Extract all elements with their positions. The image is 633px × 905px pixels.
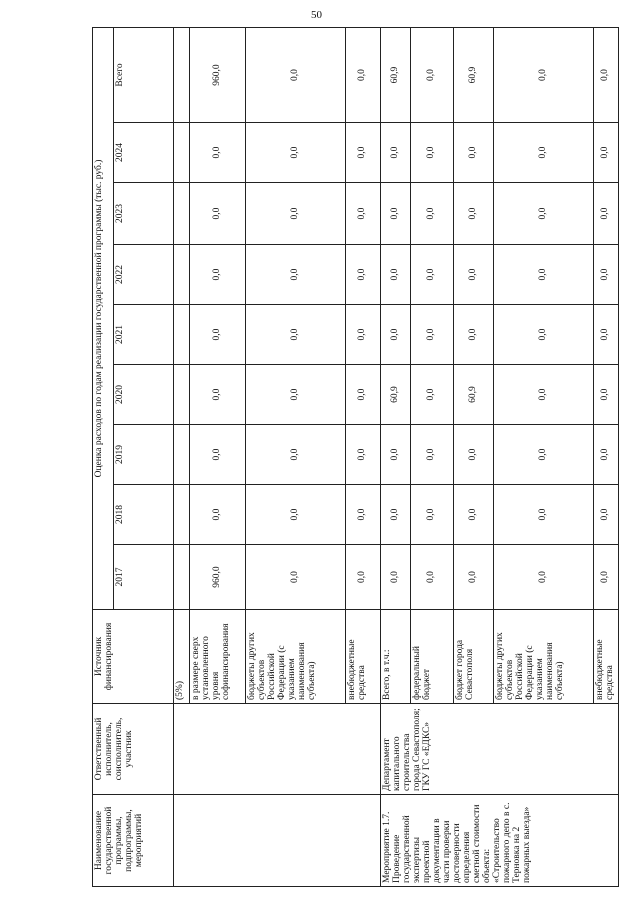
row-source: Всего, в т.ч.: xyxy=(381,610,411,704)
table-cell: 0,0 xyxy=(246,485,346,545)
header-executor: Ответственный исполнитель, соисполнитель, участник xyxy=(93,704,174,795)
table-cell xyxy=(174,27,190,122)
table-cell: 0,0 xyxy=(346,123,381,183)
table-cell: 0,0 xyxy=(346,245,381,305)
table-cell: 0,0 xyxy=(246,365,346,425)
table-cell: 0,0 xyxy=(346,305,381,365)
row-source: бюджеты других субъектов Российской Федерации (с указанием наименования субъекта) xyxy=(494,610,594,704)
table-cell: 60,9 xyxy=(381,365,411,425)
table-cell: 0,0 xyxy=(381,183,411,245)
table-cell: 0,0 xyxy=(594,305,619,365)
table-cell: 0,0 xyxy=(494,305,594,365)
table-cell: 60,9 xyxy=(454,365,494,425)
header-year-2018: 2018 xyxy=(114,485,174,545)
table-cell: 0,0 xyxy=(411,245,454,305)
table-cell: 0,0 xyxy=(494,545,594,610)
table-cell: 0,0 xyxy=(190,485,246,545)
table-cell: 0,0 xyxy=(494,425,594,485)
table-cell xyxy=(174,545,190,610)
table-cell: 0,0 xyxy=(381,245,411,305)
table-cell: 0,0 xyxy=(411,183,454,245)
table-cell: 960,0 xyxy=(190,27,246,122)
table-cell: 0,0 xyxy=(246,245,346,305)
table-cell: 0,0 xyxy=(346,27,381,122)
table-cell: 0,0 xyxy=(190,305,246,365)
table-cell xyxy=(174,305,190,365)
rotated-table-container xyxy=(92,28,615,887)
header-year-2023: 2023 xyxy=(114,183,174,245)
table-cell: 0,0 xyxy=(346,485,381,545)
table-cell: 0,0 xyxy=(454,545,494,610)
table-cell: 0,0 xyxy=(594,425,619,485)
table-cell xyxy=(174,123,190,183)
table-cell xyxy=(174,485,190,545)
table-cell: 0,0 xyxy=(346,183,381,245)
table-cell: 0,0 xyxy=(346,365,381,425)
table-cell: 0,0 xyxy=(494,365,594,425)
measure-1-7-executor: Департамент капитального строительства города Севастополя; ГКУ ГС «ЕДКС» xyxy=(381,704,619,795)
table-cell: 0,0 xyxy=(411,485,454,545)
table-cell: 0,0 xyxy=(190,365,246,425)
header-year-2021: 2021 xyxy=(114,305,174,365)
table-cell xyxy=(174,365,190,425)
table-cell: 0,0 xyxy=(246,27,346,122)
header-estimate: Оценка расходов по годам реализации государственной программы (тыс. руб.) xyxy=(93,27,114,609)
header-year-2017: 2017 xyxy=(114,545,174,610)
table-cell: 0,0 xyxy=(381,305,411,365)
table-cell: 0,0 xyxy=(594,245,619,305)
table-cell: 0,0 xyxy=(246,305,346,365)
measure-1-7-name: Мероприятие 1.7. Проведение государственной экспертизы проектной документации в части проверки достоверности определения сметной стоимости объекта: «Строительство пожарного депо в с. Терновка на 2 пожарных выезда» xyxy=(381,795,619,887)
table-cell: 0,0 xyxy=(594,545,619,610)
table-cell: 60,9 xyxy=(381,27,411,122)
table-cell: 0,0 xyxy=(381,425,411,485)
table-cell xyxy=(174,425,190,485)
header-source: Источник финансирования xyxy=(93,610,174,704)
header-total: Всего xyxy=(114,27,174,122)
table-cell: 0,0 xyxy=(454,123,494,183)
table-cell: 0,0 xyxy=(411,425,454,485)
row-executor-continued xyxy=(174,704,381,795)
table-cell: 0,0 xyxy=(494,183,594,245)
row-name-continued xyxy=(174,795,381,887)
table-cell: 0,0 xyxy=(246,183,346,245)
table-cell: 0,0 xyxy=(454,183,494,245)
table-cell: 0,0 xyxy=(190,123,246,183)
table-cell: 0,0 xyxy=(594,27,619,122)
table-cell: 0,0 xyxy=(190,245,246,305)
table-cell: 0,0 xyxy=(494,27,594,122)
row-source: в размере сверх установленного уровня софинансирования xyxy=(190,610,246,704)
table-cell: 960,0 xyxy=(190,545,246,610)
table-cell: 0,0 xyxy=(246,123,346,183)
header-name: Наименование государственной программы, подпрограммы, мероприятий xyxy=(93,795,174,887)
table-cell: 0,0 xyxy=(381,545,411,610)
table-cell: 0,0 xyxy=(246,545,346,610)
table-cell: 0,0 xyxy=(494,245,594,305)
header-year-2020: 2020 xyxy=(114,365,174,425)
row-source: бюджет города Севастополя xyxy=(454,610,494,704)
table-cell: 0,0 xyxy=(381,485,411,545)
table-cell: 0,0 xyxy=(381,123,411,183)
table-cell: 0,0 xyxy=(594,365,619,425)
table-cell: 0,0 xyxy=(454,485,494,545)
table-cell: 0,0 xyxy=(594,183,619,245)
header-year-2019: 2019 xyxy=(114,425,174,485)
table-cell: 0,0 xyxy=(411,545,454,610)
row-source: внебюджетные средства xyxy=(594,610,619,704)
row-source: внебюджетные средства xyxy=(346,610,381,704)
table-cell xyxy=(174,245,190,305)
row-source: (5%) xyxy=(174,610,190,704)
table-cell: 60,9 xyxy=(454,27,494,122)
table-cell: 0,0 xyxy=(594,485,619,545)
table-cell: 0,0 xyxy=(454,425,494,485)
page-number: 50 xyxy=(311,9,322,21)
header-year-2024: 2024 xyxy=(114,123,174,183)
table-cell: 0,0 xyxy=(411,305,454,365)
table-cell: 0,0 xyxy=(494,123,594,183)
table-cell: 0,0 xyxy=(411,365,454,425)
table-cell: 0,0 xyxy=(454,245,494,305)
table-cell: 0,0 xyxy=(190,183,246,245)
expenditure-table xyxy=(92,27,619,887)
table-cell: 0,0 xyxy=(190,425,246,485)
header-year-2022: 2022 xyxy=(114,245,174,305)
row-source: федеральный бюджет xyxy=(411,610,454,704)
row-source: бюджеты других субъектов Российской Федерации (с указанием наименования субъекта) xyxy=(246,610,346,704)
table-cell: 0,0 xyxy=(454,305,494,365)
table-cell: 0,0 xyxy=(346,545,381,610)
table-cell: 0,0 xyxy=(246,425,346,485)
table-cell: 0,0 xyxy=(594,123,619,183)
table-cell: 0,0 xyxy=(346,425,381,485)
table-cell: 0,0 xyxy=(494,485,594,545)
table-cell: 0,0 xyxy=(411,27,454,122)
table-cell xyxy=(174,183,190,245)
table-cell: 0,0 xyxy=(411,123,454,183)
